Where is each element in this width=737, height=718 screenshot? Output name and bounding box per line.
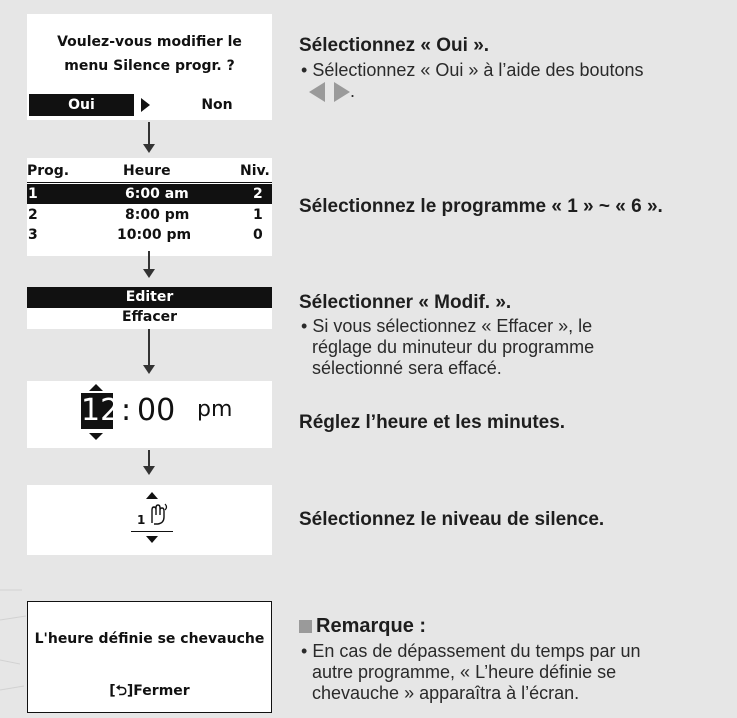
row-level: 2 <box>253 186 263 202</box>
row-level: 1 <box>253 207 263 223</box>
down-arrow-small-icon <box>89 433 103 440</box>
edit-menu-panel <box>27 287 272 329</box>
step1-heading: Sélectionnez « Oui ». <box>299 35 490 56</box>
confirm-dialog-panel <box>27 14 272 120</box>
step2-heading: Sélectionnez le programme « 1 » ~ « 6 ». <box>299 196 663 217</box>
menu-item-edit[interactable] <box>27 287 272 308</box>
step3-bullet-line1: Si vous sélectionnez « Effacer », le <box>312 316 593 336</box>
down-arrow-icon <box>143 365 155 374</box>
table-row[interactable] <box>27 205 272 225</box>
down-arrow-icon <box>143 269 155 278</box>
step5-heading: Sélectionnez le niveau de silence. <box>299 509 605 530</box>
table-row[interactable] <box>27 225 272 245</box>
note-bullet: • En cas de dépassement du temps par un autre programme, « L’heure définie se chevauche » apparaîtra à l’écran. <box>301 641 731 704</box>
step1-bullet-end: . <box>350 81 356 101</box>
step1-bullet-text: Sélectionnez « Oui » à l’aide des boutons <box>312 60 644 80</box>
row-time: 6:00 am <box>125 186 189 202</box>
col-header-time: Heure <box>123 163 171 179</box>
program-table-panel <box>27 158 272 256</box>
level-up-arrow-icon <box>146 492 158 499</box>
note-heading: Remarque : <box>316 615 427 637</box>
row-prog: 1 <box>28 186 38 202</box>
col-header-level: Niv. <box>240 163 270 179</box>
table-row-selected[interactable] <box>27 184 272 204</box>
left-button-icon <box>309 82 325 102</box>
step3-bullet-line3: sélectionné sera effacé. <box>312 358 502 378</box>
up-arrow-icon <box>89 384 103 391</box>
row-level: 0 <box>253 227 263 243</box>
right-button-icon <box>334 82 350 102</box>
overlap-message: L'heure définie se chevauche <box>34 631 265 647</box>
close-dialog-button[interactable]: [⮌]Fermer <box>109 683 190 699</box>
flow-arrow-line-3 <box>148 329 150 365</box>
minutes-field[interactable]: 00 <box>137 393 176 428</box>
note-square-icon <box>299 620 312 633</box>
down-arrow-icon <box>143 466 155 475</box>
row-prog: 3 <box>28 227 38 243</box>
right-arrow-icon <box>141 98 150 112</box>
ampm-field[interactable]: pm <box>197 397 233 422</box>
flow-arrow-line-4 <box>148 450 150 466</box>
time-separator: : <box>121 393 132 428</box>
yes-label: Oui <box>68 97 95 113</box>
step3-heading: Sélectionner « Modif. ». <box>299 292 512 313</box>
row-time: 8:00 pm <box>125 207 190 223</box>
note-bullet-line3: chevauche » apparaîtra à l’écran. <box>312 683 580 703</box>
step1-bullet: • Sélectionnez « Oui » à l’aide des boutons . <box>301 60 644 101</box>
col-header-prog: Prog. <box>27 163 70 179</box>
step4-heading: Réglez l’heure et les minutes. <box>299 412 566 433</box>
level-divider <box>131 531 173 532</box>
overlap-dialog <box>27 601 272 713</box>
confirm-question-line1: Voulez-vous modifier le <box>57 34 242 50</box>
hour-field[interactable] <box>81 393 120 429</box>
note-bullet-line1: En cas de dépassement du temps par un <box>312 641 641 661</box>
row-time: 10:00 pm <box>117 227 192 243</box>
yes-option[interactable] <box>29 94 134 116</box>
level-down-arrow-icon <box>146 536 158 543</box>
down-arrow-icon <box>143 144 155 153</box>
menu-item-delete[interactable]: Effacer <box>121 309 178 325</box>
silence-level-panel <box>27 485 272 555</box>
table-header-divider <box>27 182 272 183</box>
note-heading-row <box>299 615 426 638</box>
hour-value: 12 <box>81 393 120 428</box>
time-setting-panel <box>27 381 272 448</box>
flow-arrow-line-2 <box>148 251 150 269</box>
step3-bullet: • Si vous sélectionnez « Effacer », le réglage du minuteur du programme sélectionné sera effacé. <box>301 316 731 379</box>
confirm-question-line2: menu Silence progr. ? <box>64 58 235 74</box>
decorative-lines <box>0 560 30 718</box>
no-option[interactable]: Non <box>201 97 233 113</box>
note-bullet-line2: autre programme, « L’heure définie se <box>312 662 617 682</box>
step3-bullet-line2: réglage du minuteur du programme <box>312 337 595 357</box>
level-digit: 1 <box>137 513 146 527</box>
menu-item-edit-label: Editer <box>125 289 174 305</box>
flow-arrow-line-1 <box>148 122 150 144</box>
row-prog: 2 <box>28 207 38 223</box>
